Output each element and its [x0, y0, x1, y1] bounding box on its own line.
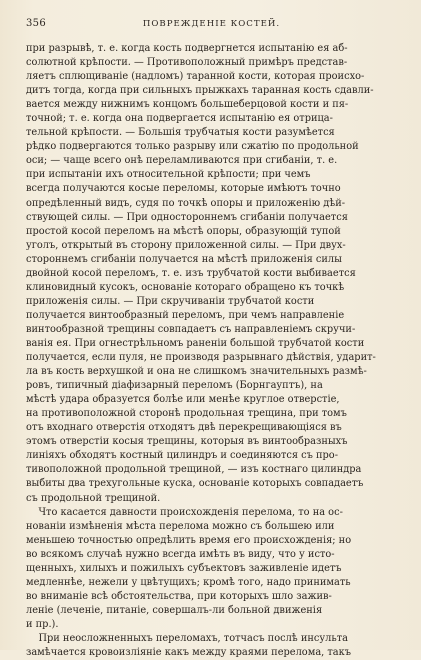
page-header	[26, 18, 397, 29]
body-paragraph-3: При неосложненныхъ переломахъ, тотчасъ послѣ инсульта замѣчается кровоизліяніе какъ между краями перелома, такъ	[26, 632, 352, 659]
running-title: ПОВРЕЖДЕНІЕ КОСТЕЙ.	[142, 19, 281, 29]
body-paragraph-1: при разрывѣ, т. е. когда кость подвергнется испытанію ея аб- солютной крѣпости. — Противоположный примѣръ представ- ляетъ сплющиваніе (надломъ) таранной кости, которая происхо- дитъ тогда, когда при сильныхъ прыжкахъ таранная кость сдавли- вается между нижнимъ концомъ большеберцовой кости и пя- точной; т. е. когда она подвергается испытанію ея отрица- тельной крѣпости. — Большія трубчатыя кости разумѣется рѣдко подвергаются только разрыву или сжатію по продольной оси; — чаще всего онѣ переламливаются при сгибаніи, т. е. при испытаніи ихъ относительной крѣпости; при чемъ всегда получаются косые переломы, которые имѣютъ точно опредѣленный видъ, судя по точкѣ опоры и приложенію дѣй- ствующей силы. — При одностороннемъ сгибаніи получается простой косой переломъ на мѣстѣ опоры, образующій тупой уголъ, открытый въ сторону приложенной силы. — При двух- стороннемъ сгибаніи получается на мѣстѣ приложенія силы двойной косой переломъ, т. е. изъ трубчатой кости выбивается клиновидный кусокъ, основаніе котораго обращено къ точкѣ приложенія силы. — При скручиваніи трубчатой кости получается винтообразный переломъ, при чемъ направленіе винтообразной трещины совпадаетъ съ направленіемъ скручи- ванія ея. При огнестрѣльномъ раненіи большой трубчатой кости получается, если пуля, не производя разрывнаго дѣйствія, ударит- ла въ кость верхушкой и она не слишкомъ значительныхъ размѣ- ровъ, типичный діафизарный переломъ (Борнгауптъ), на мѣстѣ удара образуется болѣе или менѣе круглое отверстіе, на противоположной сторонѣ продольная трещина, при томъ отъ входнаго отверстія отходятъ двѣ перекрещивающіяся въ этомъ отверстіи косыя трещины, которыя въ винтообразныхъ линіяхъ обходятъ костный цилиндръ и соединяются съ про- тивоположной продольной трещиной, — изъ костнаго цилиндра выбиты два трехугольные куска, основаніе которыхъ совпадаетъ съ продольной трещиной.	[26, 43, 376, 504]
body-paragraph-2: Что касается давности происхожденія перелома, то на ос- нованіи измѣненія мѣста перелома можно съ большею или меньшею точностью опредѣлить время его происхожденія; но во всякомъ случаѣ нужно всегда имѣть въ виду, что у истo- щенныхъ, хилыхъ и пожилыхъ субъектовъ заживленіе идетъ медленнѣе, нежели у цвѣтущихъ; кромѣ того, надо принимать во вниманіе всѣ обстоятельства, при которыхъ шло зажив- леніе (леченіе, питаніе, совершалъ-ли больной движенія и пр.).	[26, 506, 352, 630]
page-number: 356	[26, 18, 46, 29]
